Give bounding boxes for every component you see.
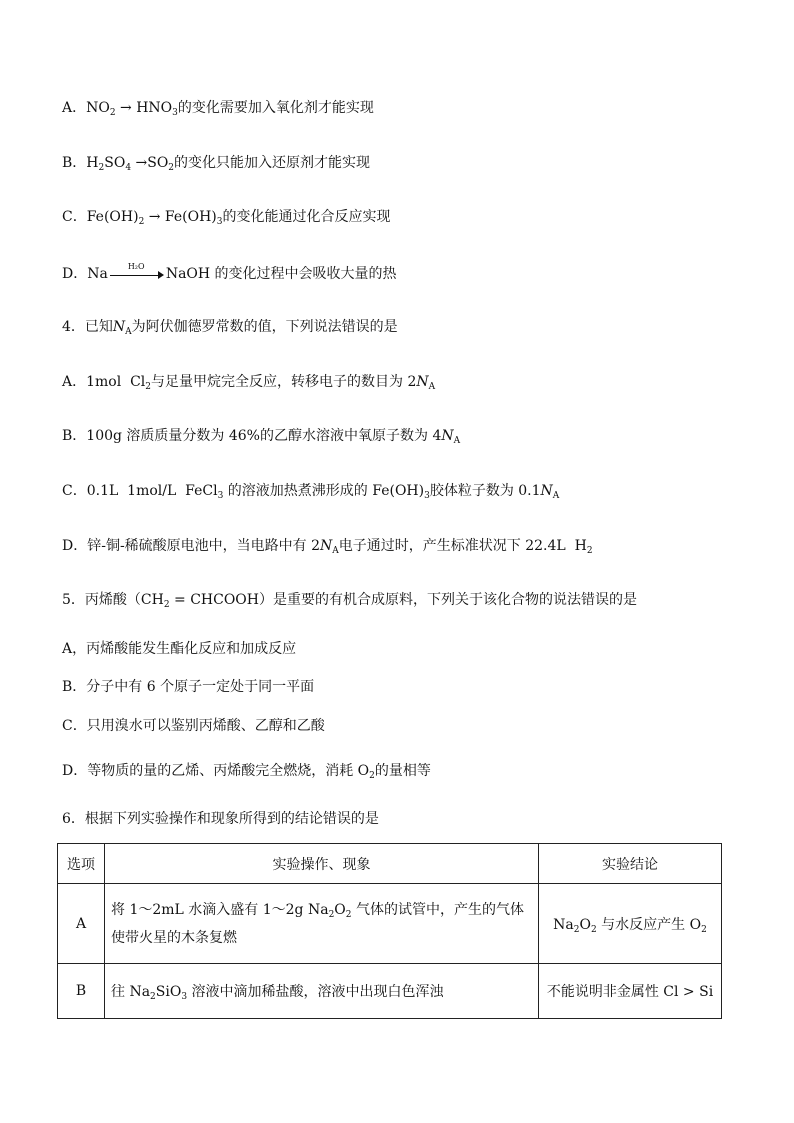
header-operation: 实验操作、现象 [105,844,539,884]
table-header-row [58,844,722,884]
table-row [58,964,722,1019]
row-conclusion: $Na_2O_2$ 与水反应产生 $O_2$ [539,884,722,964]
row-operation: 将 1～2mL 水滴入盛有 1～2g $Na_2O_2$ 气体的试管中，产生的气体使带火星的木条复燃 [105,884,539,964]
q3-option-a: A．$NO_2 \to HNO_3$的变化需要加入氧化剂才能实现 [62,100,374,118]
q3-option-d: D．Na H₂O NaOH 的变化过程中会吸收大量的热 [62,262,397,282]
q4-option-b: B．100g 溶质质量分数为 46%的乙醇水溶液中氧原子数为 $4N_A$ [62,428,461,446]
q5-stem: 5．丙烯酸（$CH_2$ = CHCOOH）是重要的有机合成原料，下列关于该化合物的说法错误的是 [62,592,637,610]
row-option: A [58,884,105,964]
q5-option-b: B．分子中有 6 个原子一定处于同一平面 [62,679,315,695]
header-conclusion: 实验结论 [539,844,722,884]
experiment-table [57,843,722,1019]
q3-option-c: C．$Fe(OH)_2 \to Fe(OH)_3$的变化能通过化合反应实现 [62,209,391,227]
q4-option-c: C．0.1L 1mol/L FeCl$_3$ 的溶液加热煮沸形成的 $Fe(OH)_3$胶体粒子数为 $0.1N_A$ [62,483,560,501]
row-conclusion: 不能说明非金属性 Cl > Si [539,964,722,1019]
table-row [58,884,722,964]
row-option: B [58,964,105,1019]
q6-stem: 6．根据下列实验操作和现象所得到的结论错误的是 [62,811,379,827]
q5-option-d: D．等物质的量的乙烯、丙烯酸完全燃烧，消耗 $O_2$的量相等 [62,763,431,781]
header-option: 选项 [58,844,105,884]
q4-stem: 4．已知$N_A$为阿伏伽德罗常数的值，下列说法错误的是 [62,319,398,337]
q5-option-a: A，丙烯酸能发生酯化反应和加成反应 [62,641,297,657]
q3-option-b: B．$H_2SO_4 \to SO_2$的变化只能加入还原剂才能实现 [62,155,371,173]
q4-option-d: D．锌-铜-稀硫酸原电池中，当电路中有 $2N_A$电子通过时，产生标准状况下 22.4L $H_2$ [62,538,593,556]
q4-option-a: A．1mol $Cl_2$与足量甲烷完全反应，转移电子的数目为 $2N_A$ [62,374,436,392]
q5-option-c: C．只用溴水可以鉴别丙烯酸、乙醇和乙酸 [62,718,325,734]
reaction-arrow: H₂O [108,267,166,281]
row-operation: 往 $Na_2SiO_3$ 溶液中滴加稀盐酸，溶液中出现白色浑浊 [105,964,539,1019]
